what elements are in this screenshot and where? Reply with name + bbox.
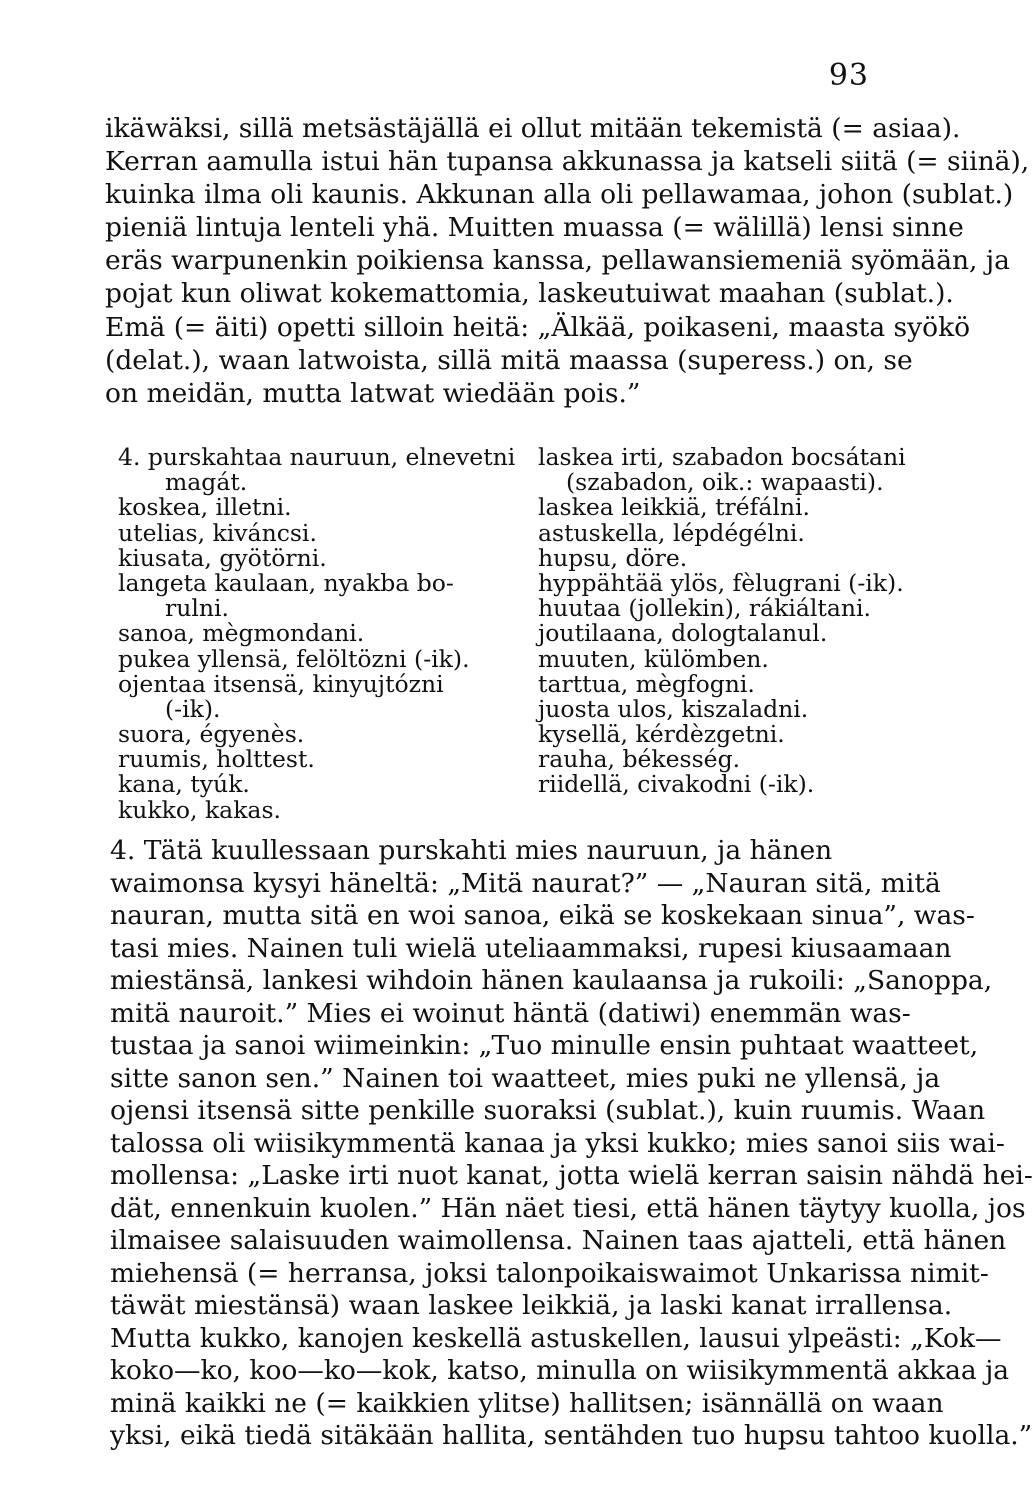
paragraph-bottom: [110, 835, 1033, 1453]
vocabulary-column-right: [538, 443, 906, 799]
text-line: on meidän, mutta latwat wiedään pois.”: [105, 377, 641, 409]
paragraph-top: [105, 112, 1030, 410]
vocab-entry: utelias, kiváncsi.: [118, 518, 317, 547]
vocab-entry: laskea leikkiä, tréfálni.: [538, 493, 811, 522]
vocab-entry: astuskella, lépdégélni.: [538, 518, 805, 547]
vocab-entry: ruumis, holttest.: [118, 745, 315, 774]
vocab-entry: muuten, külömben.: [538, 644, 769, 673]
vocab-entry: koskea, illetni.: [118, 493, 292, 522]
vocab-entry-continuation: (-ik).: [165, 694, 221, 723]
text-line: ilmaisee salaisuuden waimollensa. Nainen taas ajatteli, että hänen: [110, 1225, 1007, 1256]
text-line: ikäwäksi, sillä metsästäjällä ei ollut mitään tekemistä (= asiaa).: [105, 113, 961, 144]
text-line: Kerran aamulla istui hän tupansa akkunassa ja katseli siitä (= siinä),: [105, 146, 1030, 178]
vocab-entry: hupsu, döre.: [538, 543, 688, 572]
text-line: sitte sanon sen.” Nainen toi waatteet, mies puki ne yllensä, ja: [110, 1062, 941, 1094]
text-line: (delat.), waan latwoista, sillä mitä maassa (superess.) on, se: [105, 344, 913, 376]
vocab-entry: huutaa (jollekin), rákiáltani.: [538, 594, 871, 623]
text-line: täwät miestänsä) waan laskee leikkiä, ja laski kanat irrallensa.: [110, 1290, 953, 1321]
text-line: koko—ko, koo—ko—kok, katso, minulla on wiisikymmentä akkaa ja: [110, 1355, 1010, 1386]
text-line: Mutta kukko, kanojen keskellä astuskellen, lausui ylpeästi: „Kok—: [110, 1322, 1002, 1354]
vocabulary-section: [0, 445, 1024, 835]
text-line: dät, ennenkuin kuolen.” Hän näet tiesi, että hänen täytyy kuolla, jos: [110, 1192, 1026, 1224]
vocab-entry: laskea irti, szabadon bocsátani: [538, 443, 906, 471]
vocab-entry: kana, tyúk.: [118, 770, 250, 799]
vocab-entry: kukko, kakas.: [118, 795, 281, 824]
text-line: miehensä (= herransa, joksi talonpoikaiswaimot Unkarissa nimit-: [110, 1257, 989, 1289]
vocab-entry-continuation: (szabadon, oik.: wapaasti).: [566, 468, 884, 497]
vocab-entry-continuation: rulni.: [165, 594, 230, 623]
vocab-entry-continuation: magát.: [165, 468, 248, 497]
text-line: minä kaikki ne (= kaikkien ylitse) hallitsen; isännällä on waan: [110, 1387, 944, 1419]
vocab-entry: tarttua, mègfogni.: [538, 669, 755, 698]
vocab-entry: pukea yllensä, felöltözni (-ik).: [118, 644, 470, 673]
vocab-entry: hyppähtää ylös, fèlugrani (-ik).: [538, 568, 904, 597]
text-line: yksi, eikä tiedä sitäkään hallita, sentähden tuo hupsu tahtoo kuolla.”: [110, 1420, 1033, 1451]
text-line: nauran, mutta sitä en woi sanoa, eikä se koskekaan sinua”, was-: [110, 900, 975, 931]
page-number: 93: [828, 58, 869, 93]
vocab-entry: ojentaa itsensä, kinyujtózni: [118, 669, 444, 698]
text-line: mitä nauroit.” Mies ei woinut häntä (datiwi) enemmän was-: [110, 997, 911, 1029]
vocab-entry: kysellä, kérdèzgetni.: [538, 720, 785, 749]
vocab-entry: joutilaana, dologtalanul.: [538, 619, 828, 648]
text-line: tasi mies. Nainen tuli wielä uteliaammaksi, rupesi kiusaamaan: [110, 932, 952, 964]
text-line: 4. Tätä kuullessaan purskahti mies nauruun, ja hänen: [110, 835, 833, 866]
vocab-entry: rauha, békesség.: [538, 745, 741, 774]
text-line: kuinka ilma oli kaunis. Akkunan alla oli pellawamaa, johon (sublat.): [105, 179, 1014, 211]
vocab-entry: riidellä, civakodni (-ik).: [538, 770, 815, 799]
text-line: miestänsä, lankesi wihdoin hänen kaulaansa ja rukoili: „Sanoppa,: [110, 965, 993, 996]
text-line: Emä (= äiti) opetti silloin heitä: „Älkää, poikaseni, maasta syökö: [105, 311, 971, 343]
vocab-entry: juosta ulos, kiszaladni.: [538, 694, 809, 723]
vocab-entry: langeta kaulaan, nyakba bo-: [118, 568, 454, 597]
vocab-entry: kiusata, gyötörni.: [118, 543, 327, 572]
vocab-entry: sanoa, mègmondani.: [118, 619, 365, 648]
text-line: waimonsa kysyi häneltä: „Mitä naurat?” — „Nauran sitä, mitä: [110, 867, 941, 899]
text-line: ojensi itsensä sitte penkille suoraksi (sublat.), kuin ruumis. Waan: [110, 1095, 986, 1126]
text-line: tustaa ja sanoi wiimeinkin: „Tuo minulle ensin puhtaat waatteet,: [110, 1030, 979, 1061]
text-line: mollensa: „Laske irti nuot kanat, jotta wielä kerran saisin nähdä hei-: [110, 1160, 1033, 1191]
text-line: eräs warpunenkin poikiensa kanssa, pellawansiemeniä syömään, ja: [105, 245, 1010, 277]
text-line: pojat kun oliwat kokemattomia, laskeutuiwat maahan (sublat.).: [105, 278, 954, 310]
vocab-entry: 4. purskahtaa nauruun, elnevetni: [118, 443, 516, 471]
vocabulary-column-left: [118, 445, 518, 823]
vocab-entry: suora, égyenès.: [118, 720, 305, 749]
text-line: pieniä lintuja lenteli yhä. Muitten muassa (= wälillä) lensi sinne: [105, 212, 964, 244]
text-line: talossa oli wiisikymmentä kanaa ja yksi kukko; mies sanoi siis wai-: [110, 1127, 1005, 1159]
